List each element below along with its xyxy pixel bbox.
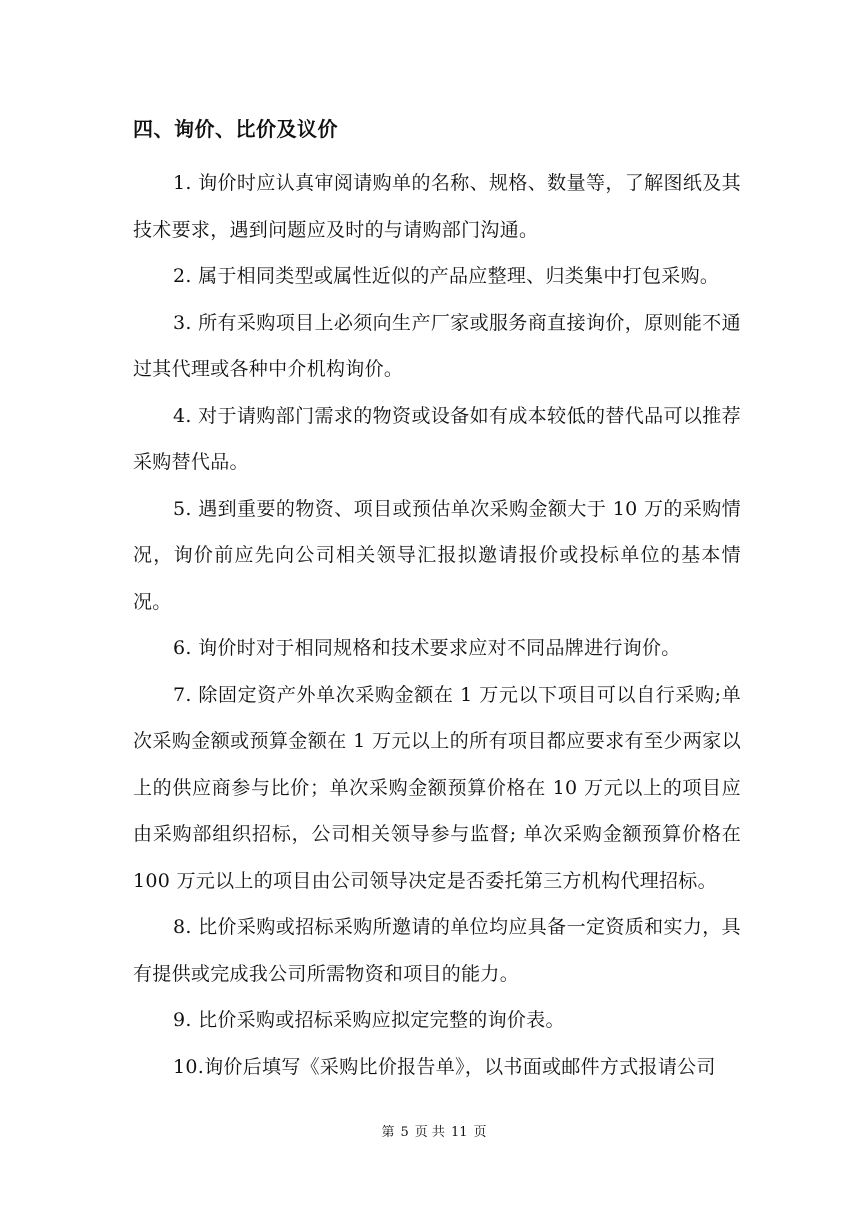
- list-item-5: 5. 遇到重要的物资、项目或预估单次采购金额大于 10 万的采购情况，询价前应先向公司相关领导汇报拟邀请报价或投标单位的基本情况。: [133, 497, 741, 613]
- footer-page-number: 5: [400, 1125, 409, 1140]
- footer-total-pages: 11: [450, 1125, 468, 1140]
- page-content: [133, 114, 741, 1090]
- page-footer: [0, 1124, 868, 1142]
- footer-suffix: 页: [473, 1125, 487, 1140]
- section-heading: 四、询价、比价及议价: [133, 117, 338, 141]
- list-item-4: 4. 对于请购部门需求的物资或设备如有成本较低的替代品可以推荐采购替代品。: [133, 404, 741, 473]
- list-item-1: 1. 询价时应认真审阅请购单的名称、规格、数量等，了解图纸及其技术要求，遇到问题应及时的与请购部门沟通。: [133, 172, 741, 241]
- list-item-8: 8. 比价采购或招标采购所邀请的单位均应具备一定资质和实力，具有提供或完成我公司所需物资和项目的能力。: [133, 916, 741, 985]
- list-item-2: 2. 属于相同类型或属性近似的产品应整理、归类集中打包采购。: [173, 265, 720, 287]
- list-item-6: 6. 询价时对于相同规格和技术要求应对不同品牌进行询价。: [173, 637, 681, 659]
- list-item-9: 9. 比价采购或招标采购应拟定完整的询价表。: [173, 1009, 565, 1031]
- list-item-10: 10.询价后填写《采购比价报告单》，以书面或邮件方式报请公司: [173, 1055, 716, 1078]
- list-item-3: 3. 所有采购项目上必须向生产厂家或服务商直接询价，原则能不通过其代理或各种中介机构询价。: [133, 311, 741, 380]
- footer-mid: 页 共: [414, 1125, 445, 1140]
- footer-prefix: 第: [381, 1125, 395, 1140]
- list-item-7: 7. 除固定资产外单次采购金额在 1 万元以下项目可以自行采购;单次采购金额或预算金额在 1 万元以上的所有项目都应要求有至少两家以上的供应商参与比价；单次采购金额预算价格在 10 万元以上的项目应由采购部组织招标，公司相关领导参与监督; 单次采购金额预算价格在 100 万元以上的项目由公司领导决定是否委托第三方机构代理招标。: [133, 683, 741, 892]
